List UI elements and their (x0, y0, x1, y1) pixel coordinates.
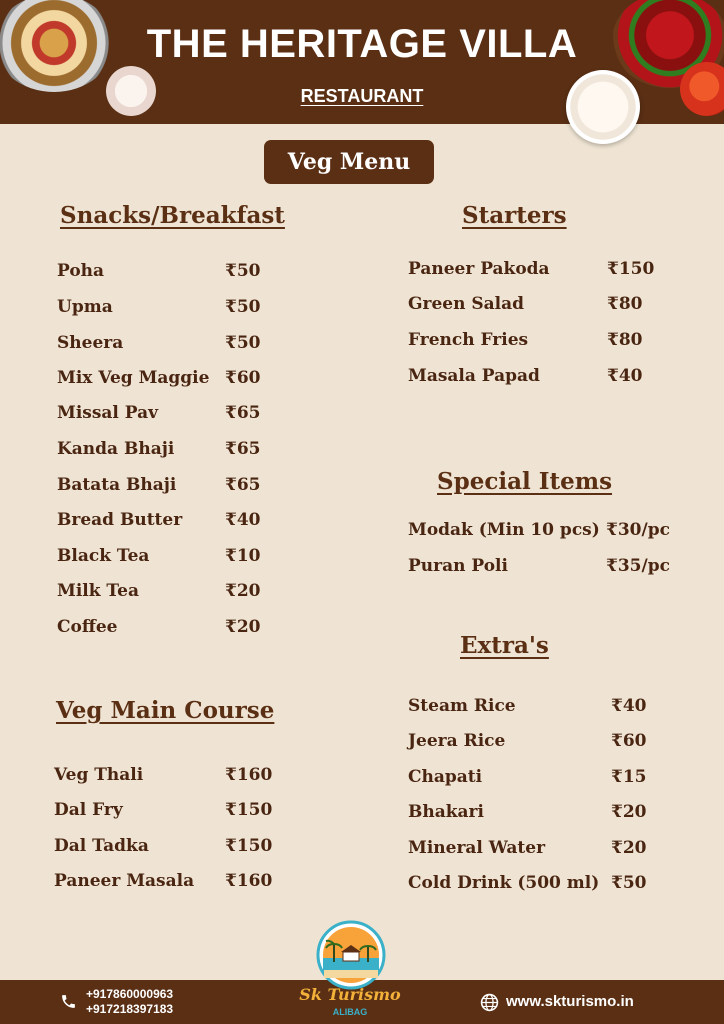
menu-item-name: Missal Pav (57, 403, 159, 423)
menu-item-price: ₹160 (225, 765, 273, 785)
menu-item-name: Sheera (57, 333, 124, 353)
menu-item-name: Jeera Rice (408, 731, 506, 751)
menu-item-name: Bread Butter (57, 510, 183, 530)
menu-item-name: Paneer Masala (54, 871, 195, 891)
section-title-starters: Starters (462, 202, 567, 229)
restaurant-name: THE HERITAGE VILLA (146, 22, 578, 66)
menu-item-name: Poha (57, 261, 105, 281)
menu-item-name: Masala Papad (408, 366, 540, 386)
menu-item-price: ₹40 (607, 366, 643, 386)
menu-item-name: Puran Poli (408, 556, 508, 576)
menu-item-name: Batata Bhaji (57, 475, 177, 495)
menu-item-name: Cold Drink (500 ml) (408, 873, 600, 893)
raita-bowl-image (566, 70, 640, 144)
menu-item-price: ₹40 (225, 510, 261, 530)
menu-item-price: ₹60 (611, 731, 647, 751)
sk-turismo-logo (316, 920, 386, 990)
menu-item-price: ₹150 (225, 800, 273, 820)
menu-item-name: French Fries (408, 330, 529, 350)
menu-item-price: ₹80 (607, 330, 643, 350)
menu-item-price: ₹40 (611, 696, 647, 716)
menu-item-price: ₹80 (607, 294, 643, 314)
menu-item-name: Black Tea (57, 546, 150, 566)
menu-item-name: Dal Fry (54, 800, 123, 820)
section-title-extras: Extra's (460, 632, 549, 659)
menu-item-price: ₹50 (225, 297, 261, 317)
menu-item-name: Milk Tea (57, 581, 139, 601)
menu-item-price: ₹65 (225, 439, 261, 459)
phone-numbers (86, 987, 173, 1017)
menu-item-price: ₹50 (225, 333, 261, 353)
section-title-main-course: Veg Main Course (56, 697, 275, 724)
section-title-snacks: Snacks/Breakfast (60, 202, 285, 229)
menu-item-name: Kanda Bhaji (57, 439, 175, 459)
menu-item-name: Chapati (408, 767, 483, 787)
menu-item-price: ₹60 (225, 368, 261, 388)
menu-item-price: ₹150 (225, 836, 273, 856)
menu-item-price: ₹20 (225, 617, 261, 637)
menu-item-price: ₹160 (225, 871, 273, 891)
menu-item-name: Coffee (57, 617, 118, 637)
veg-menu-badge: Veg Menu (264, 140, 434, 184)
menu-item-name: Modak (Min 10 pcs) (408, 520, 600, 540)
menu-item-name: Upma (57, 297, 113, 317)
website-link[interactable]: www.skturismo.in (506, 993, 634, 1010)
menu-item-price: ₹10 (225, 546, 261, 566)
menu-item-name: Green Salad (408, 294, 525, 314)
menu-item-price: ₹50 (225, 261, 261, 281)
menu-item-price: ₹15 (611, 767, 647, 787)
menu-item-price: ₹150 (607, 259, 655, 279)
menu-item-price: ₹50 (611, 873, 647, 893)
menu-item-price: ₹20 (611, 838, 647, 858)
phone-number-1[interactable]: +917860000963 (86, 987, 174, 1001)
globe-icon (480, 993, 499, 1012)
phone-icon (60, 993, 77, 1010)
logo-name: Sk Turismo (299, 985, 401, 1004)
menu-item-price: ₹35/pc (606, 556, 670, 576)
menu-item-name: Dal Tadka (54, 836, 149, 856)
logo-place: ALIBAG (332, 1007, 368, 1017)
restaurant-subtitle: RESTAURANT (300, 86, 424, 106)
menu-item-name: Mineral Water (408, 838, 546, 858)
menu-item-price: ₹65 (225, 403, 261, 423)
menu-item-price: ₹30/pc (606, 520, 670, 540)
menu-item-name: Steam Rice (408, 696, 516, 716)
menu-item-price: ₹20 (225, 581, 261, 601)
menu-item-name: Bhakari (408, 802, 484, 822)
menu-item-name: Paneer Pakoda (408, 259, 550, 279)
menu-item-price: ₹20 (611, 802, 647, 822)
phone-number-2[interactable]: +917218397183 (86, 1002, 174, 1016)
section-title-special: Special Items (437, 468, 613, 495)
menu-item-price: ₹65 (225, 475, 261, 495)
menu-item-name: Mix Veg Maggie (57, 368, 210, 388)
menu-item-name: Veg Thali (54, 765, 144, 785)
